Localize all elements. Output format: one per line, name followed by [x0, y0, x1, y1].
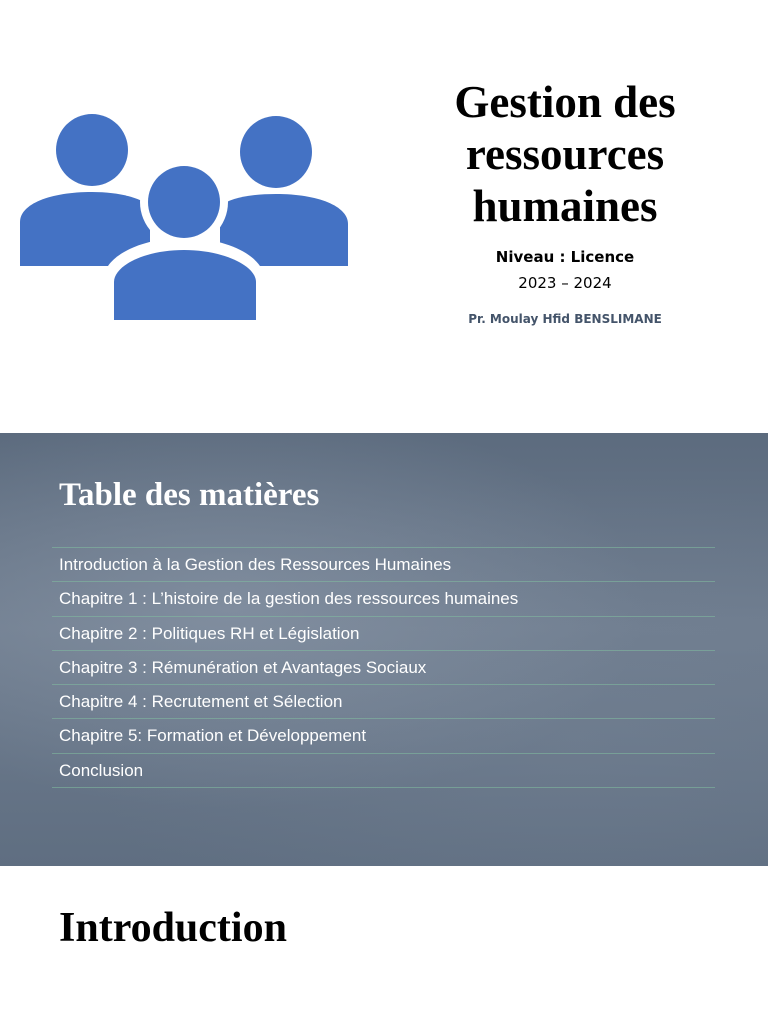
- toc-item-chapter-5[interactable]: Chapitre 5: Formation et Développement: [52, 719, 715, 753]
- title-block: [410, 76, 720, 326]
- introduction-slide: [0, 866, 768, 1024]
- title-line: Gestion des: [454, 77, 676, 127]
- toc-item-chapter-2[interactable]: Chapitre 2 : Politiques RH et Législation: [52, 617, 715, 651]
- author-name: Pr. Moulay Hfid BENSLIMANE: [468, 312, 662, 326]
- toc-item-chapter-4[interactable]: Chapitre 4 : Recrutement et Sélection: [52, 685, 715, 719]
- title-line: ressources: [465, 129, 665, 179]
- toc-item-chapter-3[interactable]: Chapitre 3 : Rémunération et Avantages Sociaux: [52, 651, 715, 685]
- introduction-heading: Introduction: [59, 905, 287, 951]
- people-group-icon: [20, 110, 350, 322]
- level-label: Niveau : Licence: [495, 248, 635, 266]
- toc-item-chapter-1[interactable]: Chapitre 1 : L’histoire de la gestion des ressources humaines: [52, 582, 715, 616]
- title-slide: [0, 0, 768, 433]
- document-title: [410, 76, 720, 232]
- toc-slide: [0, 433, 768, 866]
- toc-list: [52, 547, 715, 788]
- academic-year: 2023 – 2024: [518, 274, 612, 292]
- toc-item-introduction[interactable]: Introduction à la Gestion des Ressources Humaines: [52, 548, 715, 582]
- title-line: humaines: [472, 181, 658, 231]
- toc-heading: Table des matières: [59, 477, 320, 513]
- toc-item-conclusion[interactable]: Conclusion: [52, 754, 715, 788]
